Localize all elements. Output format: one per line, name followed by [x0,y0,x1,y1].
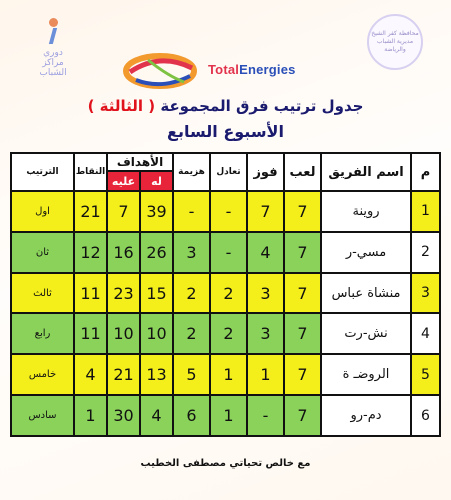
cell-goals-for: 13 [140,354,173,395]
cell-played: 7 [284,273,321,314]
cell-points: 4 [74,354,107,395]
cell-played: 7 [284,354,321,395]
brand-energies: Energies [239,62,296,77]
cell-goals-against: 23 [107,273,140,314]
cell-points: 11 [74,313,107,354]
cell-goals-against: 10 [107,313,140,354]
cell-goals-against: 21 [107,354,140,395]
header-goals: الأهداف [107,153,173,171]
footer-signature: مع خالص تحياتي مصطفى الخطيب [140,458,311,469]
cell-played: 7 [284,395,321,436]
cell-points: 21 [74,191,107,232]
cell-goals-against: 30 [107,395,140,436]
cell-goals-against: 7 [107,191,140,232]
cell-index: 6 [411,395,440,436]
cell-drawn: - [210,232,247,273]
cell-drawn: 2 [210,273,247,314]
cell-played: 7 [284,313,321,354]
cell-goals-for: 15 [140,273,173,314]
cell-lost: 6 [173,395,210,436]
table-row [11,395,440,436]
cell-team: مسي-ر [321,232,411,273]
cell-team: روينة [321,191,411,232]
header-goals-for: له [140,171,173,191]
cell-lost: 5 [173,354,210,395]
logo-text-league: دوري [43,48,63,58]
cell-points: 11 [74,273,107,314]
cell-rank: ثان [11,232,74,273]
brand-total: Total [208,62,240,77]
cell-goals-against: 16 [107,232,140,273]
cell-lost: 2 [173,273,210,314]
cell-drawn: - [210,191,247,232]
header-won: فوز [247,153,284,191]
header-index: م [411,153,440,191]
cell-won: - [247,395,284,436]
cell-rank: سادس [11,395,74,436]
cell-rank: خامس [11,354,74,395]
cell-lost: - [173,191,210,232]
title-main: جدول ترتيب فرق المجموعة [160,97,364,115]
header-team: اسم الفريق [321,153,411,191]
header-lost: هزيمة [173,153,210,191]
standings-table [10,152,441,437]
cell-lost: 2 [173,313,210,354]
header-played: لعب [284,153,321,191]
cell-goals-for: 10 [140,313,173,354]
cell-won: 3 [247,273,284,314]
cell-rank: ثالث [11,273,74,314]
youth-league-logo [22,18,84,90]
header-drawn: تعادل [210,153,247,191]
cell-index: 1 [411,191,440,232]
cell-drawn: 2 [210,313,247,354]
cell-rank: اول [11,191,74,232]
table-row [11,191,440,232]
cell-lost: 3 [173,232,210,273]
cell-team: نش-رت [321,313,411,354]
cell-team: الروضـ ة [321,354,411,395]
cell-points: 1 [74,395,107,436]
cell-team: دم-رو [321,395,411,436]
page-title [0,97,451,115]
seal-text-directorate: مديرية الشباب والرياضة [376,38,414,53]
totalenergies-wordmark [208,62,296,77]
athlete-icon [42,18,64,46]
cell-played: 7 [284,232,321,273]
week-subtitle: الأسبوع السابع [167,122,284,141]
table-row [11,273,440,314]
cell-drawn: 1 [210,354,247,395]
cell-rank: رابع [11,313,74,354]
cell-goals-for: 26 [140,232,173,273]
table-row [11,313,440,354]
cell-goals-for: 4 [140,395,173,436]
cell-drawn: 1 [210,395,247,436]
cell-goals-for: 39 [140,191,173,232]
header-points: النقاط [74,153,107,191]
cell-index: 5 [411,354,440,395]
table-row [11,354,440,395]
header-goals-against: عليه [107,171,140,191]
cell-index: 3 [411,273,440,314]
cell-won: 7 [247,191,284,232]
cell-index: 2 [411,232,440,273]
cell-index: 4 [411,313,440,354]
cell-played: 7 [284,191,321,232]
logo-text-youth: الشباب [39,68,67,78]
cell-won: 1 [247,354,284,395]
title-group: ( الثالثة ) [87,97,156,115]
governorate-seal-logo [367,14,423,70]
cell-points: 12 [74,232,107,273]
cell-team: منشاة عباس [321,273,411,314]
header-rank: الترتيب [11,153,74,191]
logo-text-centers: مراكز [42,58,64,68]
cell-won: 3 [247,313,284,354]
cell-won: 4 [247,232,284,273]
seal-text-governorate: محافظة كفر الشيخ [371,30,419,37]
table-row [11,232,440,273]
